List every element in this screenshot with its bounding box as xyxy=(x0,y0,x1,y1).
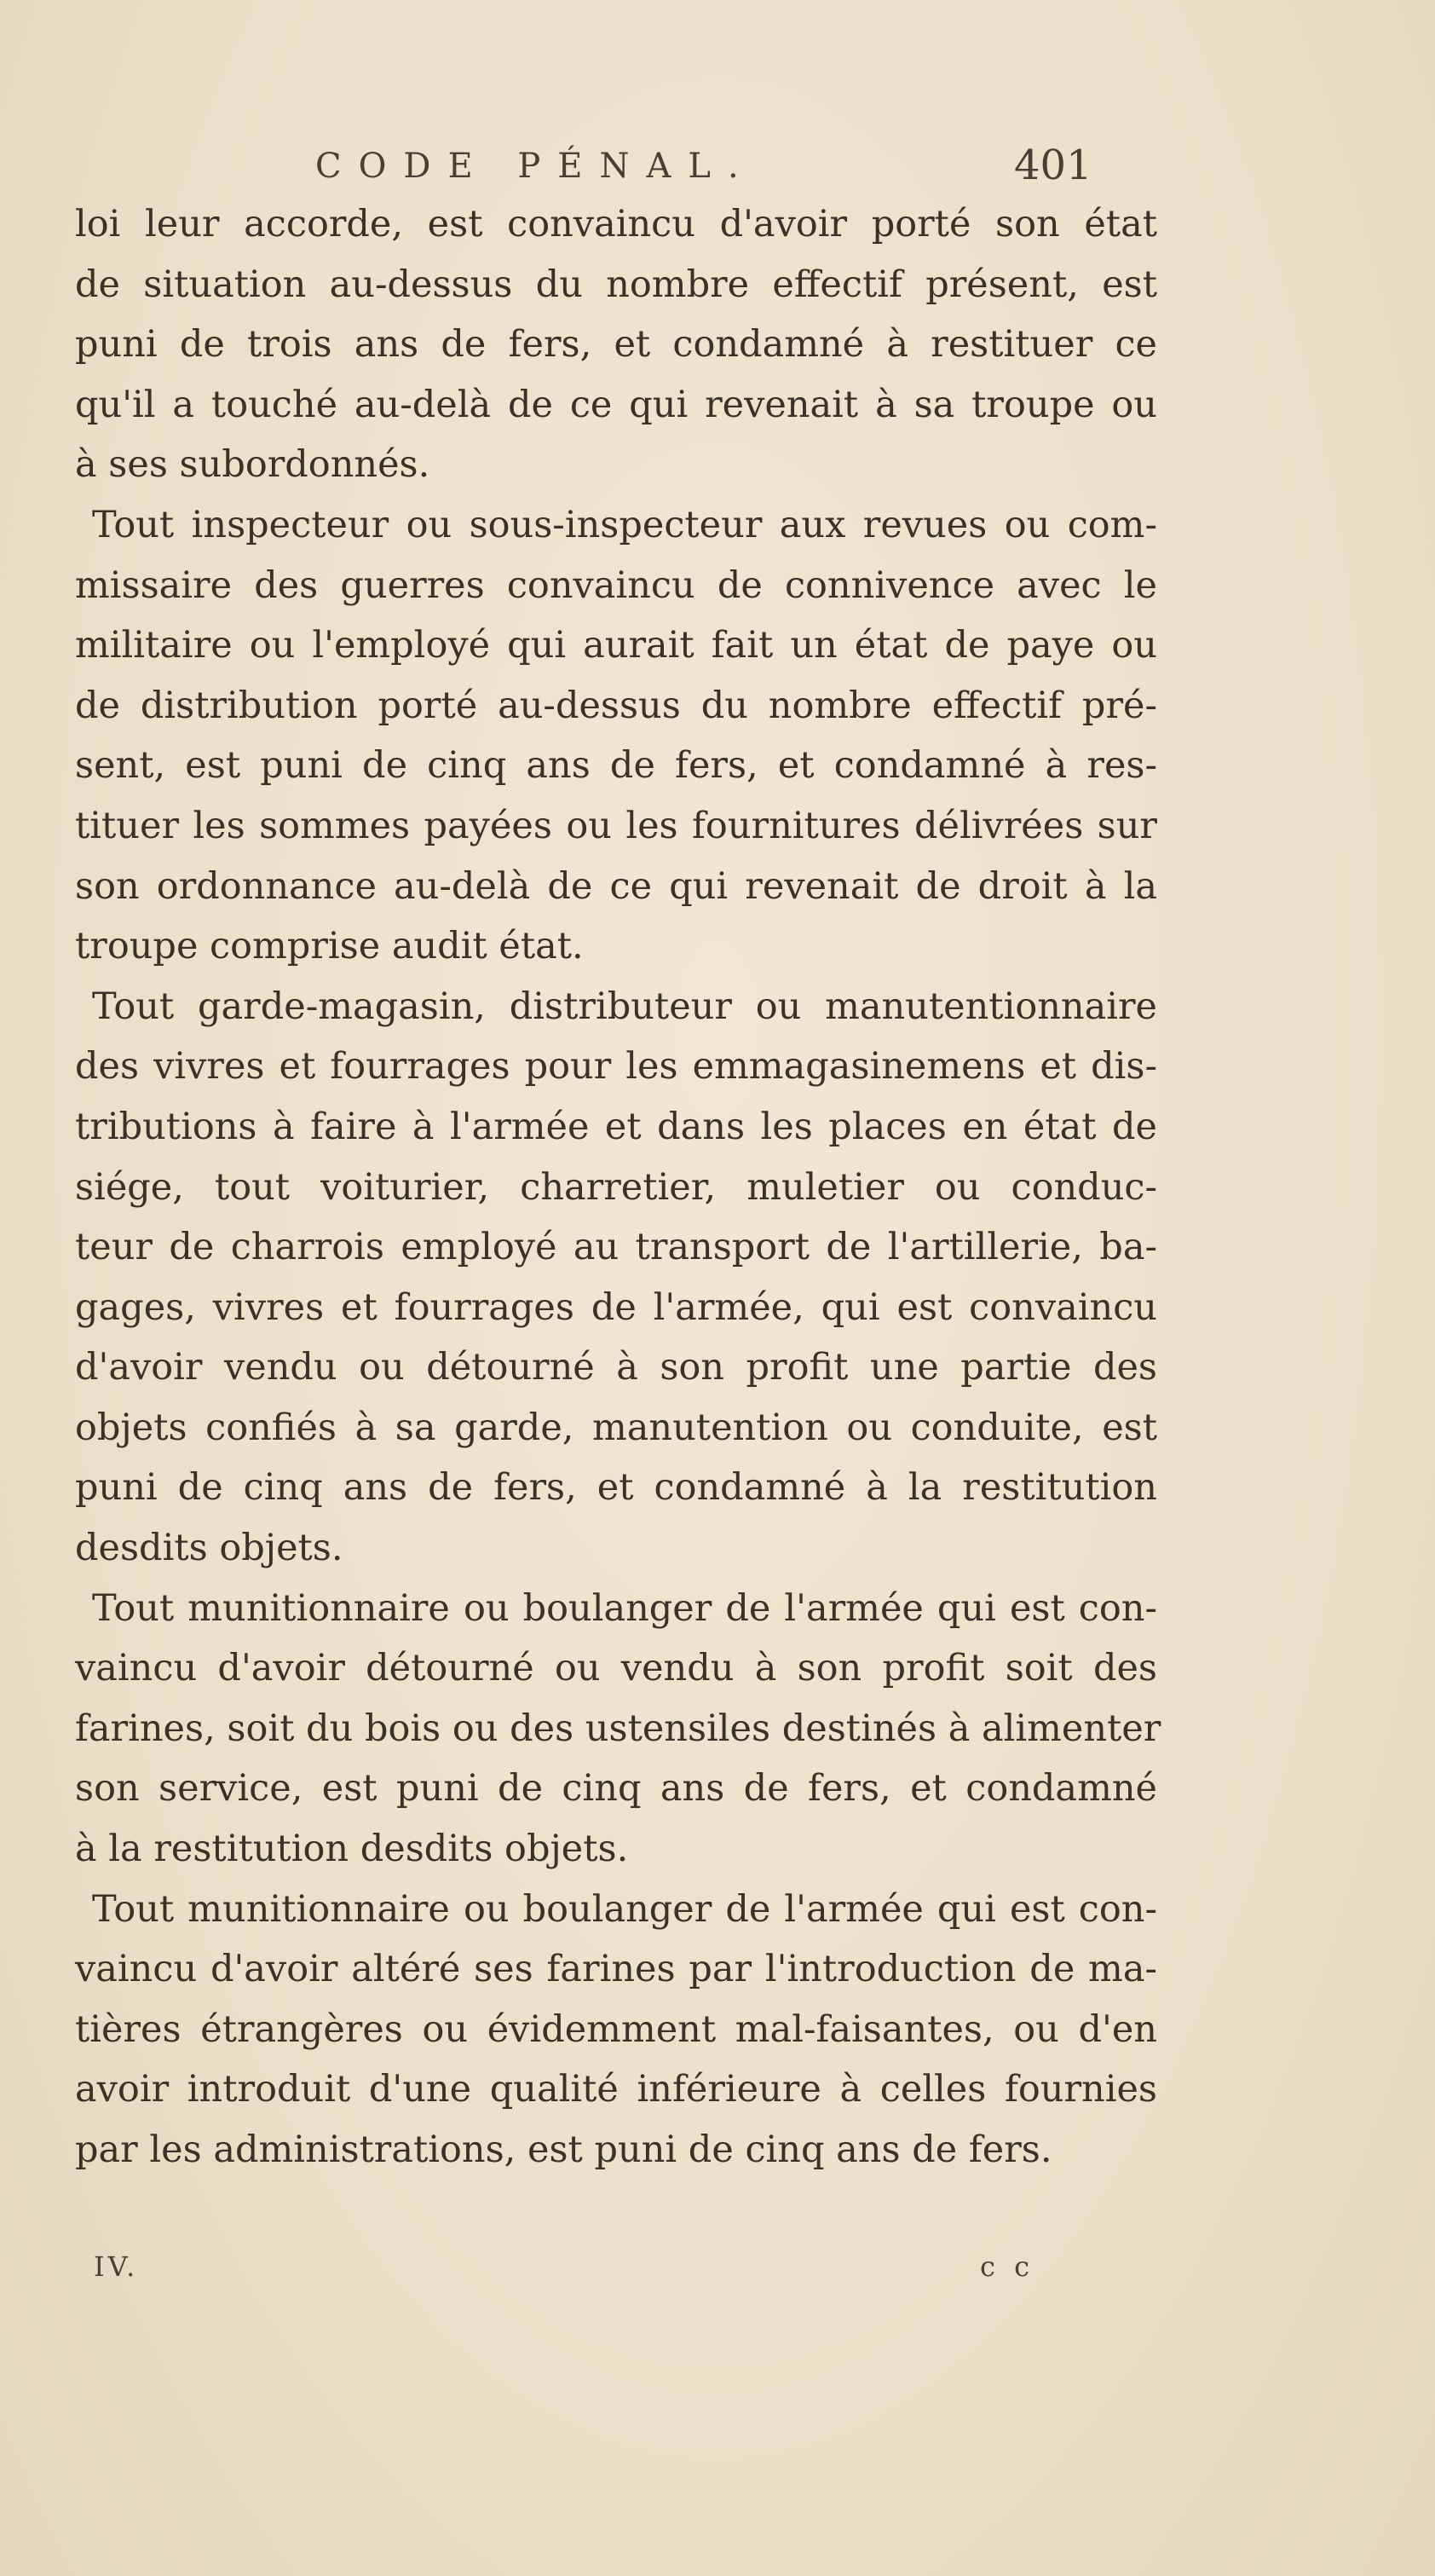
text-line: de distribution porté au-dessus du nombre effectif pré- xyxy=(75,684,1157,727)
text-line: puni de trois ans de fers, et condamné à restituer ce xyxy=(75,323,1157,367)
text-line: sent, est puni de cinq ans de fers, et condamné à res- xyxy=(75,744,1157,788)
text-line: loi leur accorde, est convaincu d'avoir porté son état xyxy=(75,203,1157,245)
text-line: à ses subordonnés. xyxy=(75,443,430,487)
text-line: troupe comprise audit état. xyxy=(75,925,584,968)
text-line: d'avoir vendu ou détourné à son profit une partie des xyxy=(75,1346,1157,1389)
text-line: avoir introduit d'une qualité inférieure à celles fournies xyxy=(75,2068,1157,2111)
paragraph-start-line: Tout munitionnaire ou boulanger de l'armée qui est con- xyxy=(92,1887,1157,1931)
paragraph-start-line: Tout garde-magasin, distributeur ou manutentionnaire xyxy=(92,985,1157,1028)
text-line: farines, soit du bois ou des ustensiles destinés à alimenter xyxy=(75,1707,1161,1750)
text-line: vaincu d'avoir détourné ou vendu à son profit soit des xyxy=(75,1647,1157,1690)
catchword: c c xyxy=(980,2250,1035,2283)
text-line: tières étrangères ou évidemment mal-faisantes, ou d'en xyxy=(75,2007,1157,2051)
text-line: tributions à faire à l'armée et dans les places en état de xyxy=(75,1105,1157,1148)
page-header xyxy=(0,142,1435,198)
text-line: des vivres et fourrages pour les emmagasinemens et dis- xyxy=(75,1045,1157,1089)
text-line: vaincu d'avoir altéré ses farines par l'introduction de ma- xyxy=(75,1948,1157,1991)
text-line: son service, est puni de cinq ans de fers, et condamné xyxy=(75,1767,1157,1811)
paragraph-start-line: Tout inspecteur ou sous-inspecteur aux revues ou com- xyxy=(92,503,1157,546)
text-line: desdits objets. xyxy=(75,1527,343,1570)
text-line: de situation au-dessus du nombre effectif présent, est xyxy=(75,263,1157,306)
text-line: à la restitution desdits objets. xyxy=(75,1828,629,1871)
text-line: missaire des guerres convaincu de connivence avec le xyxy=(75,563,1157,607)
paragraph-start-line: Tout munitionnaire ou boulanger de l'armée qui est con- xyxy=(92,1586,1157,1630)
signature-mark: IV. xyxy=(94,2250,139,2283)
text-line: par les administrations, est puni de cinq ans de fers. xyxy=(75,2128,1052,2171)
body-text xyxy=(75,194,1161,2180)
page-number: 401 xyxy=(1014,142,1092,189)
text-line: son ordonnance au-delà de ce qui revenait de droit à la xyxy=(75,864,1157,908)
text-line: tituer les sommes payées ou les fournitures délivrées sur xyxy=(75,804,1157,847)
text-line: gages, vivres et fourrages de l'armée, qui est convaincu xyxy=(75,1285,1157,1329)
text-line: puni de cinq ans de fers, et condamné à la restitution xyxy=(75,1466,1157,1510)
running-title: CODE PÉNAL. xyxy=(315,147,756,186)
page-footer xyxy=(0,2250,1435,2293)
text-line: objets confiés à sa garde, manutention ou conduite, est xyxy=(75,1406,1157,1449)
text-line: siége, tout voiturier, charretier, muletier ou conduc- xyxy=(75,1165,1157,1209)
text-line: qu'il a touché au-delà de ce qui revenait à sa troupe ou xyxy=(75,383,1157,426)
text-line: militaire ou l'employé qui aurait fait un état de paye ou xyxy=(75,624,1157,667)
text-line: teur de charrois employé au transport de l'artillerie, ba- xyxy=(75,1226,1157,1269)
